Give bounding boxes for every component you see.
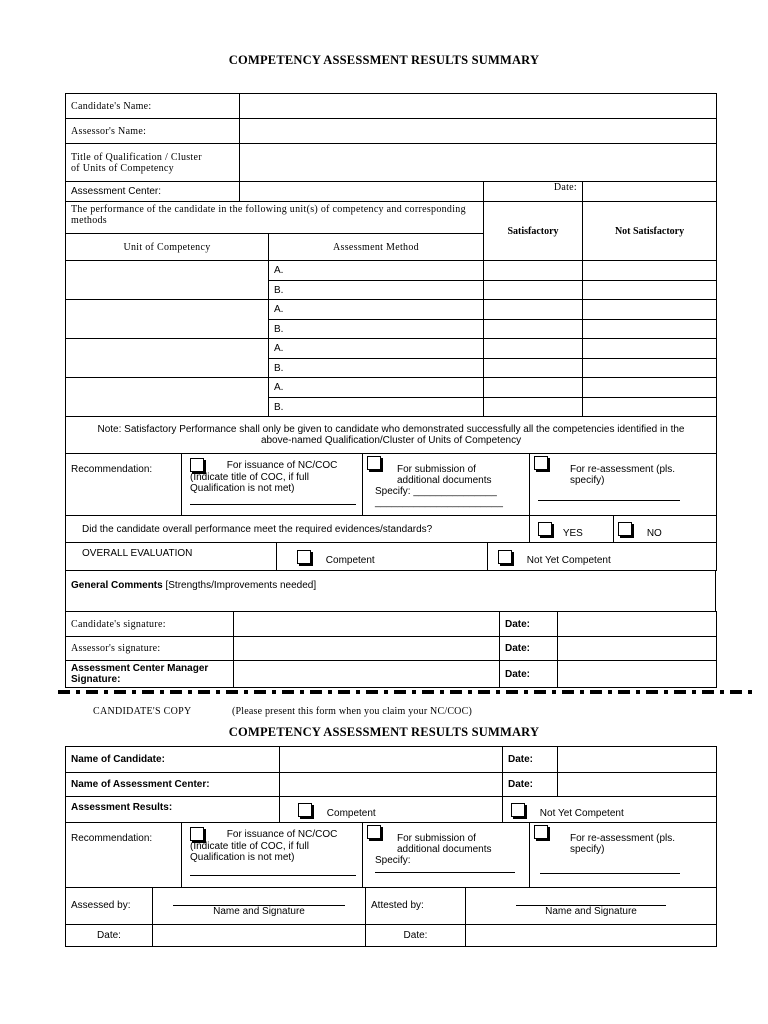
qualification-label-line1: Title of Qualification / Cluster (71, 151, 202, 163)
attested-by-field[interactable] (466, 888, 717, 925)
date-label: Date: (484, 182, 583, 202)
no-label: NO (646, 527, 662, 539)
not-satisfactory-cell[interactable] (583, 261, 717, 281)
assessed-date-label: Date: (66, 925, 153, 947)
not-satisfactory-cell[interactable] (583, 300, 717, 320)
rec-nc-text-3: Qualification is not met) (190, 852, 295, 863)
method-header: Assessment Method (269, 234, 484, 261)
rec-reassess-option[interactable] (530, 823, 717, 888)
candidate-copy-title: COMPETENCY ASSESSMENT RESULTS SUMMARY (228, 725, 540, 739)
manager-signature-date-field[interactable] (558, 661, 717, 688)
manager-signature-field[interactable] (234, 661, 500, 688)
rec-nc-option[interactable] (182, 454, 363, 516)
no-option[interactable] (614, 516, 717, 543)
date-label: Date: (500, 661, 558, 688)
rec-reassess-checkbox[interactable] (534, 825, 548, 839)
rec-reassess-text-1: For re-assessment (pls. (570, 464, 676, 475)
rec-nc-line[interactable] (190, 875, 356, 876)
satisfactory-cell[interactable] (484, 320, 583, 339)
name-of-candidate-field[interactable] (280, 747, 503, 773)
rec-reassess-text-2: specify) (570, 844, 605, 855)
rec-docs-checkbox[interactable] (367, 456, 381, 470)
rec-reassess-checkbox[interactable] (534, 456, 548, 470)
general-comments-label: General Comments (71, 580, 163, 591)
satisfactory-cell[interactable] (484, 339, 583, 359)
present-note: (Please present this form when you claim your NC/COC) (232, 706, 473, 717)
assessed-date-field[interactable] (153, 925, 366, 947)
rec-docs-text-2: additional documents (397, 475, 492, 486)
rec-nc-text-2: (Indicate title of COC, if full (190, 472, 309, 483)
performance-text: The performance of the candidate in the following unit(s) of competency and corresponding methods (66, 202, 484, 234)
rec-docs-line[interactable] (375, 872, 515, 873)
date-label: Date: (503, 773, 558, 797)
assessed-by-field[interactable] (153, 888, 366, 925)
rec-docs-checkbox[interactable] (367, 825, 381, 839)
method-cell: A. (269, 300, 484, 320)
candidate-info-table (65, 93, 717, 202)
general-comments-cell[interactable] (66, 571, 716, 612)
assessed-by-label: Assessed by: (66, 888, 153, 925)
assessor-name-field[interactable] (240, 119, 717, 144)
rec-reassess-text-1: For re-assessment (pls. (570, 833, 676, 844)
not-satisfactory-cell[interactable] (583, 339, 717, 359)
competency-table (65, 201, 717, 454)
candidate-name-field[interactable] (240, 94, 717, 119)
date-label: Date: (500, 612, 558, 637)
yes-checkbox[interactable] (538, 522, 552, 536)
satisfactory-cell[interactable] (484, 281, 583, 300)
rec-nc-text-2: (Indicate title of COC, if full (190, 841, 309, 852)
not-yet-competent-checkbox[interactable] (498, 550, 512, 564)
rec-nc-checkbox[interactable] (190, 458, 204, 472)
date-field[interactable] (583, 182, 717, 202)
satisfactory-cell[interactable] (484, 300, 583, 320)
competent-label: Competent (326, 808, 376, 820)
not-satisfactory-cell[interactable] (583, 320, 717, 339)
candidate-copy-recommendation-table (65, 822, 717, 888)
assessor-signature-label: Assessor's signature: (66, 637, 234, 661)
method-cell: B. (269, 320, 484, 339)
not-satisfactory-cell[interactable] (583, 281, 717, 300)
cut-line-divider (58, 690, 758, 694)
name-of-candidate-label: Name of Candidate: (66, 747, 280, 773)
unit-cell-2[interactable] (66, 300, 269, 339)
assessment-results-label: Assessment Results: (66, 797, 280, 823)
assessor-signature-date-field[interactable] (558, 637, 717, 661)
attested-date-label: Date: (366, 925, 466, 947)
not-yet-competent-checkbox[interactable] (511, 803, 525, 817)
satisfactory-header: Satisfactory (484, 202, 583, 261)
recommendation-label: Recommendation: (66, 454, 182, 516)
rec-docs-text-1: For submission of (397, 833, 476, 844)
name-and-signature-caption: Name and Signature (545, 906, 637, 917)
rec-docs-text-2: additional documents (397, 844, 492, 855)
not-satisfactory-header: Not Satisfactory (583, 202, 717, 261)
not-satisfactory-cell[interactable] (583, 378, 717, 398)
name-of-candidate-date-field[interactable] (558, 747, 717, 773)
date-label: Date: (500, 637, 558, 661)
candidate-signature-label: Candidate's signature: (66, 612, 234, 637)
unit-cell-1[interactable] (66, 261, 269, 300)
qualification-field[interactable] (240, 144, 717, 182)
name-of-center-date-field[interactable] (558, 773, 717, 797)
rec-docs-text-3: Specify: (375, 855, 411, 866)
candidate-signature-field[interactable] (234, 612, 500, 637)
rec-nc-text-3: Qualification is not met) (190, 483, 295, 494)
name-of-center-label: Name of Assessment Center: (66, 773, 280, 797)
competent-label: Competent (325, 555, 375, 567)
manager-signature-label (66, 661, 234, 688)
satisfactory-cell[interactable] (484, 378, 583, 398)
rec-docs-text-1: For submission of (397, 464, 476, 475)
general-comments-table (65, 570, 716, 612)
candidate-name-label: Candidate's Name: (66, 94, 240, 119)
yes-option[interactable] (530, 516, 614, 543)
method-cell: A. (269, 261, 484, 281)
manager-signature-label-1: Assessment Center Manager (71, 663, 209, 674)
assessor-signature-field[interactable] (234, 637, 500, 661)
assessment-results-table (65, 796, 717, 823)
yes-label: YES (562, 527, 583, 539)
candidate-signature-date-field[interactable] (558, 612, 717, 637)
candidate-copy-label: CANDIDATE'S COPY (93, 706, 192, 717)
satisfactory-cell[interactable] (484, 261, 583, 281)
assessment-center-field[interactable] (240, 182, 484, 202)
rec-docs-text-3[interactable]: Specify: _______________ (375, 486, 497, 497)
overall-question: Did the candidate overall performance meet the required evidences/standards? (66, 516, 530, 543)
overall-eval-label: OVERALL EVALUATION (66, 543, 277, 571)
manager-signature-label-2: Signature: (71, 674, 121, 685)
no-checkbox[interactable] (618, 522, 632, 536)
competent-option[interactable] (277, 543, 488, 571)
competent-checkbox[interactable] (297, 550, 311, 564)
method-cell: B. (269, 359, 484, 378)
attested-by-label: Attested by: (366, 888, 466, 925)
form-title: COMPETENCY ASSESSMENT RESULTS SUMMARY (228, 53, 540, 67)
rec-nc-line[interactable] (190, 504, 356, 505)
satisfactory-note: Note: Satisfactory Performance shall only be given to candidate who demonstrated successfully all the competencies identified in the above-named Qualification/Cluster of Units of Competency (66, 417, 717, 454)
not-yet-competent-label: Not Yet Competent (539, 808, 624, 820)
unit-cell-4[interactable] (66, 378, 269, 417)
qualification-label-line2: of Units of Competency (71, 162, 174, 174)
recommendation-label: Recommendation: (66, 823, 182, 888)
rec-nc-text-1: For issuance of NC/COC (226, 828, 338, 840)
rec-docs-option[interactable] (363, 823, 530, 888)
rec-reassess-text-2: specify) (570, 475, 605, 486)
rec-nc-option[interactable] (182, 823, 363, 888)
not-yet-competent-label: Not Yet Competent (526, 555, 611, 567)
date-label: Date: (503, 747, 558, 773)
not-satisfactory-cell[interactable] (583, 398, 717, 417)
unit-cell-3[interactable] (66, 339, 269, 378)
name-and-signature-caption: Name and Signature (213, 906, 305, 917)
rec-reassess-line[interactable] (540, 873, 680, 874)
satisfactory-cell[interactable] (484, 359, 583, 378)
candidate-copy-info-table (65, 746, 717, 797)
attested-date-field[interactable] (466, 925, 717, 947)
rec-nc-checkbox[interactable] (190, 827, 204, 841)
unit-header: Unit of Competency (66, 234, 269, 261)
rec-docs-text-4[interactable]: _______________________ (375, 497, 503, 508)
general-comments-hint: [Strengths/Improvements needed] (162, 580, 317, 591)
method-cell: A. (269, 339, 484, 359)
rec-reassess-line[interactable] (538, 500, 680, 501)
rec-reassess-option[interactable] (530, 454, 717, 516)
qualification-label (66, 144, 240, 182)
rec-nc-text-1: For issuance of NC/COC (226, 459, 338, 471)
competent-checkbox[interactable] (298, 803, 312, 817)
attestation-table (65, 887, 717, 947)
satisfactory-cell[interactable] (484, 398, 583, 417)
method-cell: A. (269, 378, 484, 398)
method-cell: B. (269, 281, 484, 300)
not-yet-competent-option[interactable] (488, 543, 717, 571)
not-satisfactory-cell[interactable] (583, 359, 717, 378)
overall-table (65, 515, 717, 543)
overall-eval-table (65, 542, 717, 571)
signatures-table (65, 611, 717, 688)
assessor-name-label: Assessor's Name: (66, 119, 240, 144)
method-cell: B. (269, 398, 484, 417)
not-yet-competent-option[interactable] (503, 797, 717, 823)
name-of-center-field[interactable] (280, 773, 503, 797)
competent-option[interactable] (280, 797, 503, 823)
assessment-center-label: Assessment Center: (66, 182, 240, 202)
recommendation-table (65, 453, 717, 516)
rec-docs-option[interactable] (363, 454, 530, 516)
